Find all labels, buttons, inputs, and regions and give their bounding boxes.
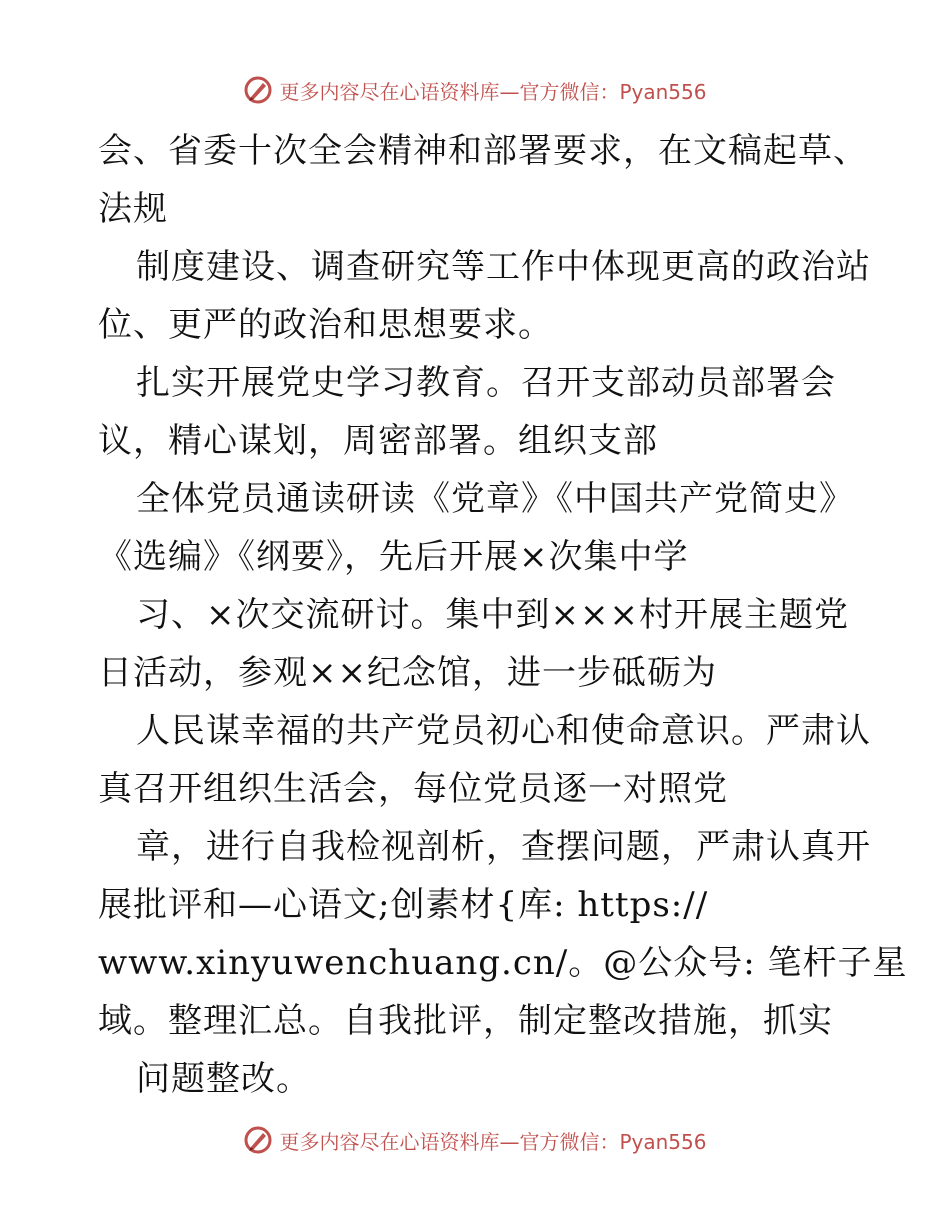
text-line: 章，进行自我检视剖析，查摆问题，严肃认真开 [136, 827, 871, 867]
text-line: 扎实开展党史学习教育。召开支部动员部署会 [136, 363, 836, 403]
document-body [98, 122, 908, 1108]
text-line: 问题整改。 [136, 1059, 311, 1099]
text-line: 日活动，参观××纪念馆，进一步砥砺为 [98, 653, 717, 693]
text-line: 展批评和—心语文;创素材{库: https:// [98, 885, 709, 925]
footer-watermark-text: 更多内容尽在心语资料库—官方微信：Pyan556 [279, 1129, 707, 1154]
text-line: 域。整理汇总。自我批评，制定整改措施，抓实 [98, 1001, 833, 1041]
pen-logo-icon [243, 75, 273, 105]
pen-logo-icon [243, 1125, 273, 1155]
header-watermark-text: 更多内容尽在心语资料库—官方微信：Pyan556 [279, 79, 707, 104]
text-line: 《选编》《纲要》，先后开展×次集中学 [98, 537, 689, 577]
text-line: 习、×次交流研讨。集中到×××村开展主题党 [136, 595, 849, 635]
footer-watermark [0, 1120, 950, 1160]
header-watermark [0, 70, 950, 110]
text-line: www.xinyuwenchuang.cn/。@公众号: 笔杆子星 [98, 943, 908, 983]
text-line: 位、更严的政治和思想要求。 [98, 305, 553, 345]
text-line: 全体党员通读研读《党章》《中国共产党简史》 [136, 479, 854, 519]
text-line: 制度建设、调查研究等工作中体现更高的政治站 [136, 247, 871, 287]
text-line: 人民谋幸福的共产党员初心和使命意识。严肃认 [136, 711, 871, 751]
text-line: 会、省委十次全会精神和部署要求，在文稿起草、 [98, 131, 868, 171]
text-line: 法规 [98, 189, 168, 229]
text-line: 议，精心谋划，周密部署。组织支部 [98, 421, 658, 461]
text-line: 真召开组织生活会，每位党员逐一对照党 [98, 769, 728, 809]
